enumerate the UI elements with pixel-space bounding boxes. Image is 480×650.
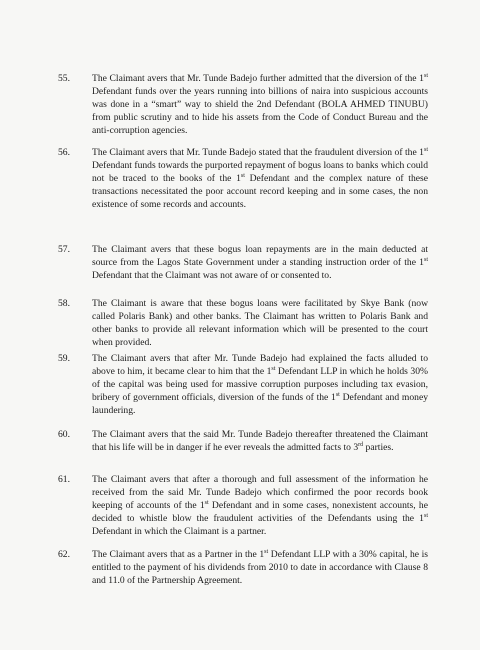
ordinal-suffix: st (423, 72, 428, 79)
text-run: Defendant and money laundering. (92, 392, 428, 416)
text-run: The Claimant avers that after Mr. Tunde Badejo had explained the facts alluded to above to him, it became clear to him that the 1 (92, 353, 428, 377)
ordinal-suffix: st (335, 391, 340, 398)
paragraph-text (92, 146, 428, 211)
text-run: Defendant LLP in which he holds 30% of the capital was being used for massive corruption purposes including tax evasion, bribery of government officials, diversion of the funds of the 1 (92, 366, 428, 403)
text-run: The Claimant avers that as a Partner in the 1 (92, 549, 265, 560)
paragraph-text (92, 297, 428, 349)
paragraph-text (92, 473, 428, 538)
ordinal-suffix: st (423, 512, 428, 519)
text-run: Defendant that the Claimant was not aware of or consented to. (92, 270, 332, 281)
ordinal-suffix: st (423, 256, 428, 263)
ordinal-suffix: st (240, 172, 245, 179)
paragraph-text (92, 243, 428, 282)
text-run: parties. (363, 442, 394, 453)
text-run: Defendant funds towards the purported repayment of bogus loans to banks which could not be traced to the books of the 1 (92, 160, 428, 184)
text-run: The Claimant avers that Mr. Tunde Badejo stated that the fraudulent diversion of the 1 (92, 147, 424, 158)
paragraph-number: 60. (58, 429, 70, 440)
paragraph-number: 55. (58, 73, 70, 84)
paragraph-number: 59. (58, 353, 70, 364)
text-run: The Claimant avers that Mr. Tunde Badejo further admitted that the diversion of the 1 (92, 73, 424, 84)
paragraph-text (92, 428, 428, 454)
text-run: Defendant and the complex nature of these transactions necessitated the poor account record keeping and in some cases, the non existence of some records and accounts. (92, 173, 429, 210)
paragraph-number: 57. (58, 244, 70, 255)
text-run: The Claimant is aware that these bogus loans were facilitated by Skye Bank (now called Polaris Bank) and other banks. The Claimant has written to Polaris Bank and other banks to provide all relevant information which will be presented to the court when provided. (92, 298, 428, 348)
paragraph-text (92, 72, 428, 137)
paragraph-number: 62. (58, 549, 70, 560)
paragraph-text (92, 548, 428, 587)
paragraph-number: 56. (58, 147, 70, 158)
text-run: Defendant funds over the years running into billions of naira into suspicious accounts was done in a “smart” way to shield the 2nd Defendant (BOLA AHMED TINUBU) from public scrutiny and to hide his assets from the Code of Conduct Bureau and the anti-corruption agencies. (92, 86, 428, 136)
text-run: The Claimant avers that after a thorough and full assessment of the information he received from the said Mr. Tunde Badejo which confirmed the poor records book keeping of accounts of the 1 (92, 474, 428, 511)
text-run: The Claimant avers that these bogus loan repayments are in the main deducted at source from the Lagos State Government under a standing instruction order of the 1 (92, 244, 428, 268)
text-run: Defendant LLP with a 30% capital, he is entitled to the payment of his dividends from 2010 to date in accordance with Clause 8 and 11.0 of the Partnership Agreement. (92, 549, 429, 586)
paragraph-number: 61. (58, 474, 70, 485)
text-run: Defendant in which the Claimant is a partner. (92, 526, 267, 537)
ordinal-suffix: rd (358, 441, 364, 448)
ordinal-suffix: st (271, 365, 276, 372)
paragraph-number: 58. (58, 298, 70, 309)
ordinal-suffix: st (204, 499, 209, 506)
text-run: Defendant and in some cases, nonexistent accounts, he decided to whistle blow the fraudulent activities of the Defendants using the 1 (92, 500, 428, 524)
ordinal-suffix: st (264, 548, 269, 555)
text-run: The Claimant avers that the said Mr. Tunde Badejo thereafter threatened the Claimant that his life will be in danger if he ever reveals the admitted facts to 3 (92, 429, 428, 453)
ordinal-suffix: st (423, 146, 428, 153)
paragraph-text (92, 352, 428, 417)
